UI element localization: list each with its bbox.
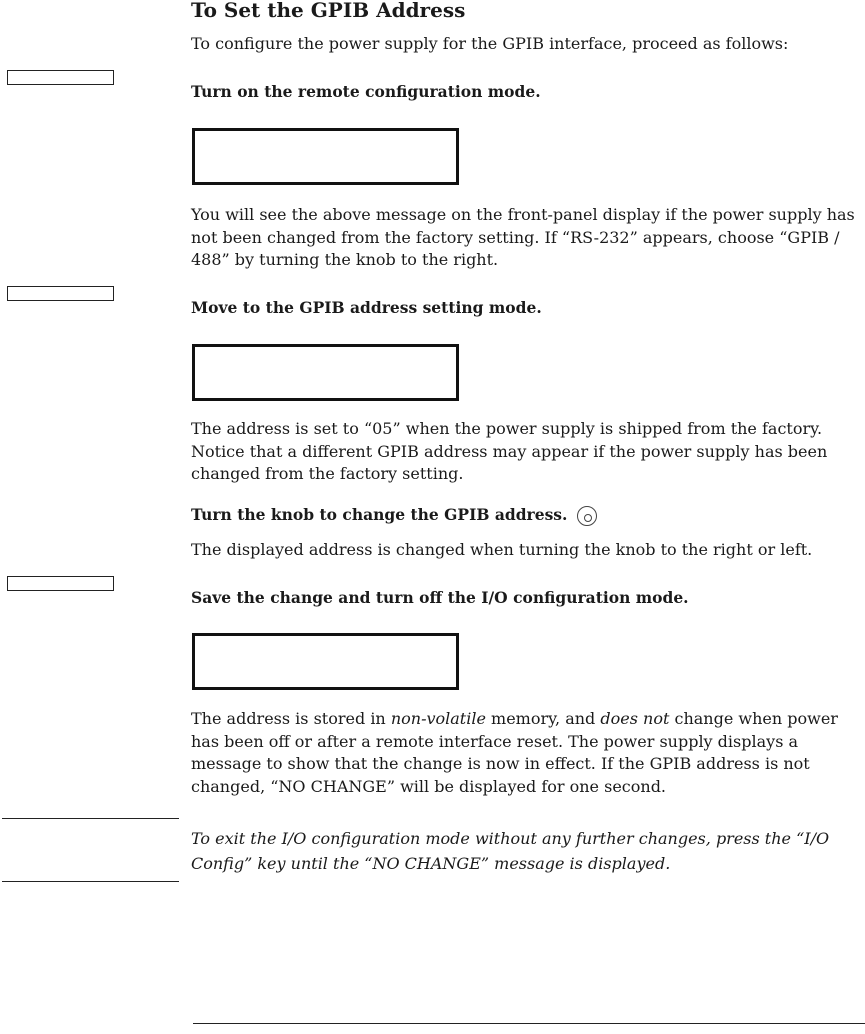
step-3-instruction: Turn the knob to change the GPIB address. — [191, 505, 568, 524]
page-title: To Set the GPIB Address — [191, 0, 466, 22]
step-4-text-nonvolatile: non-volatile — [390, 709, 486, 728]
note-text: To exit the I/O configuration mode without any further changes, press the “I/O Config” key until the “NO CHANGE” message is displayed. — [191, 829, 830, 873]
step-2-instruction: Move to the GPIB address setting mode. — [191, 298, 542, 317]
step-3-instruction-row — [191, 505, 597, 526]
front-panel-display-step-1 — [192, 128, 459, 185]
step-4-text-does-not: does not — [600, 709, 670, 728]
step-4-text-c: memory, and — [485, 709, 601, 728]
key-label-box-step-4 — [7, 576, 114, 591]
step-2-description: The address is set to “05” when the power supply is shipped from the factory. Notice that a different GPIB address may appear if the power supply has been changed from the factory setting. — [191, 419, 828, 483]
intro-text: To configure the power supply for the GPIB interface, proceed as follows: — [191, 34, 789, 53]
step-4-description — [191, 708, 863, 798]
note-top-rule — [2, 818, 179, 819]
knob-icon — [577, 506, 597, 526]
front-panel-display-step-2 — [192, 344, 459, 401]
step-3-description: The displayed address is changed when turning the knob to the right or left. — [191, 540, 813, 559]
step-1-instruction: Turn on the remote configuration mode. — [191, 82, 541, 101]
footer-rule — [193, 1023, 865, 1024]
step-4-text-a: The address is stored in — [191, 709, 391, 728]
step-4-instruction: Save the change and turn off the I/O configuration mode. — [191, 588, 689, 607]
step-1-description: You will see the above message on the front-panel display if the power supply has not been changed from the factory setting. If “RS-232” appears, choose “GPIB / 488” by turning the knob to the right. — [191, 205, 855, 269]
note-bottom-rule — [2, 881, 179, 882]
key-label-box-step-1 — [7, 70, 114, 85]
key-label-box-step-2 — [7, 286, 114, 301]
front-panel-display-step-4 — [192, 633, 459, 690]
step-4-text-e: change when power has been off or after a remote interface reset. The power supply displays a message to show that the change is now in effect. If the GPIB address is not changed, “NO CHANGE” will be displayed for one second. — [191, 709, 838, 796]
